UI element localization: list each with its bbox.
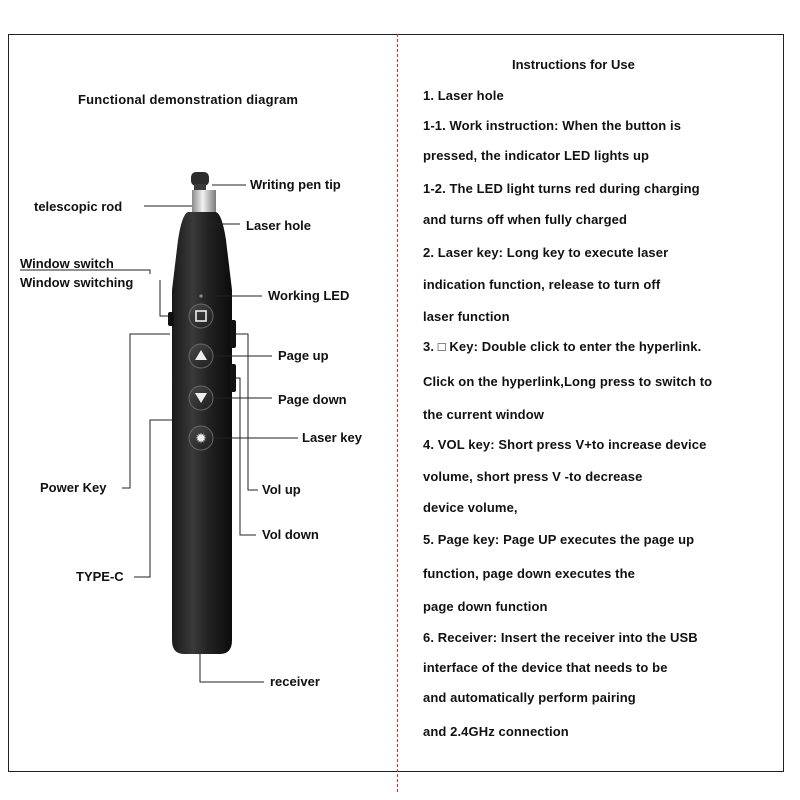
instruction-line: 2. Laser key: Long key to execute laser xyxy=(423,245,669,260)
instruction-line: interface of the device that needs to be xyxy=(423,660,668,675)
laser-star-icon: ✹ xyxy=(195,431,207,447)
instruction-line: indication function, release to turn off xyxy=(423,277,661,292)
label-vol-up: Vol up xyxy=(262,482,301,497)
instruction-line: Click on the hyperlink,Long press to switch to xyxy=(423,374,713,389)
vol-down-side-button[interactable] xyxy=(230,364,236,392)
stylus-tip xyxy=(191,172,209,192)
instruction-line: volume, short press V -to decrease xyxy=(423,469,643,484)
label-window-switch: Window switch xyxy=(20,256,114,271)
telescopic-rod-shape xyxy=(192,190,216,214)
instruction-line: and 2.4GHz connection xyxy=(423,724,569,739)
instruction-line: function, page down executes the xyxy=(423,566,635,581)
instruction-line: 1-1. Work instruction: When the button is xyxy=(423,118,682,133)
instruction-line: laser function xyxy=(423,309,510,324)
label-vol-down: Vol down xyxy=(262,527,319,542)
instruction-line: pressed, the indicator LED lights up xyxy=(423,148,650,163)
label-laser-key: Laser key xyxy=(302,430,362,445)
page-up-button[interactable] xyxy=(189,344,213,368)
instruction-line: and automatically perform pairing xyxy=(423,690,636,705)
vol-up-side-button[interactable] xyxy=(230,320,236,348)
label-type-c: TYPE-C xyxy=(76,569,124,584)
label-page-down: Page down xyxy=(278,392,347,407)
label-receiver: receiver xyxy=(270,674,320,689)
instruction-line: 5. Page key: Page UP executes the page up xyxy=(423,532,695,547)
label-working-led: Working LED xyxy=(268,288,350,303)
instruction-line: page down function xyxy=(423,599,548,614)
label-telescopic-rod: telescopic rod xyxy=(34,199,123,214)
diagram-title: Functional demonstration diagram xyxy=(78,92,299,107)
window-button[interactable] xyxy=(189,304,213,328)
laser-button[interactable] xyxy=(189,426,213,450)
label-window-switching: Window switching xyxy=(20,275,134,290)
instruction-line: 6. Receiver: Insert the receiver into the USB xyxy=(423,630,698,645)
instruction-line: 1-2. The LED light turns red during charging xyxy=(423,181,700,196)
working-led-dot xyxy=(199,294,202,297)
instruction-line: 4. VOL key: Short press V+to increase device xyxy=(423,437,707,452)
page-down-button[interactable] xyxy=(189,386,213,410)
label-laser-hole: Laser hole xyxy=(246,218,312,233)
instruction-line: device volume, xyxy=(423,500,518,515)
instructions-title: Instructions for Use xyxy=(512,57,635,72)
instruction-line: and turns off when fully charged xyxy=(423,212,627,227)
instruction-line: the current window xyxy=(423,407,544,422)
label-power-key: Power Key xyxy=(40,480,107,495)
label-page-up: Page up xyxy=(278,348,329,363)
instruction-line: 3. □ Key: Double click to enter the hyperlink. xyxy=(423,339,702,354)
instruction-line: 1. Laser hole xyxy=(423,88,504,103)
label-writing-pen-tip: Writing pen tip xyxy=(250,177,341,192)
window-switch-side-button[interactable] xyxy=(168,312,174,326)
